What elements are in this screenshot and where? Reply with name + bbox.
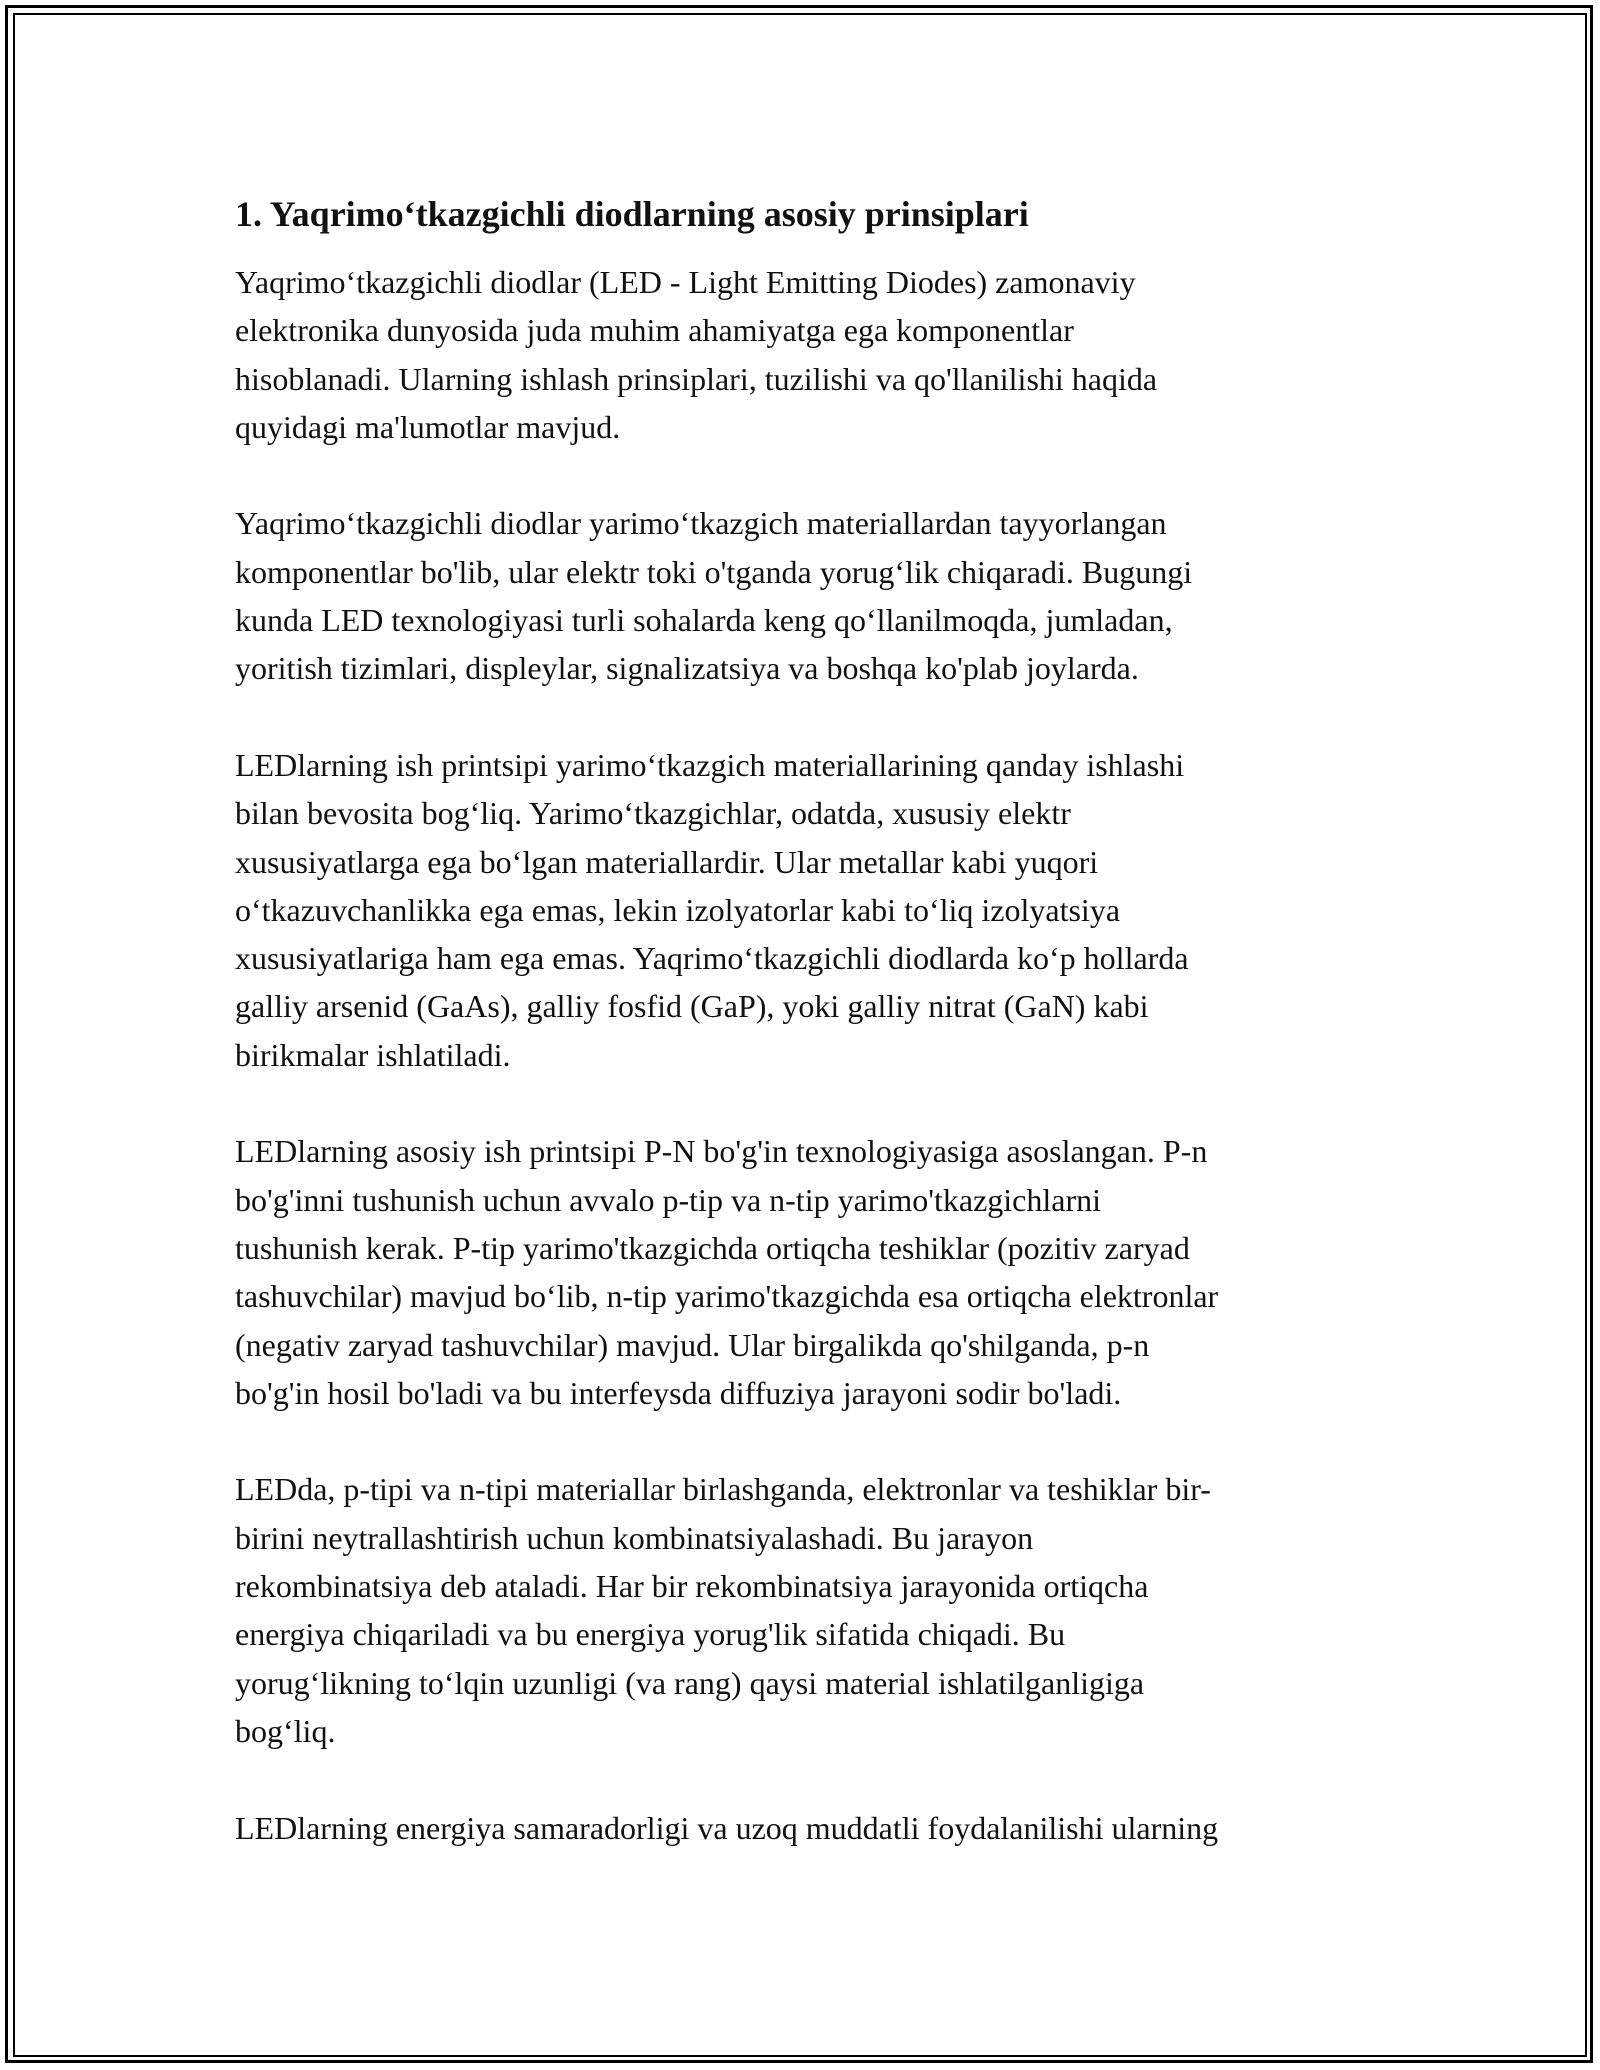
paragraph-intro: [235, 258, 1385, 451]
text-line: xususiyatlariga ham ega emas. Yaqrimo‘tkazgichli diodlarda ko‘p hollarda: [235, 940, 1189, 977]
text-line: tushunish kerak. P-tip yarimo'tkazgichda ortiqcha teshiklar (pozitiv zaryad: [235, 1229, 1190, 1266]
text-line: bo'g'in hosil bo'ladi va bu interfeysda diffuziya jarayoni sodir bo'ladi.: [235, 1374, 1122, 1411]
text-line: birini neytrallashtirish uchun kombinatsiyalashadi. Bu jarayon: [235, 1519, 1034, 1556]
text-line: xususiyatlarga ega bo‘lgan materiallardir. Ular metallar kabi yuqori: [235, 843, 1099, 880]
paragraph-pn-junction: [235, 1127, 1385, 1417]
text-line: LEDlarning ish printsipi yarimo‘tkazgich materiallarining qanday ishlashi: [235, 746, 1185, 783]
paragraph-efficiency: [235, 1804, 1385, 1852]
document-body: [235, 186, 1385, 1900]
text-line: energiya chiqariladi va bu energiya yorug'lik sifatida chiqadi. Bu: [235, 1616, 1066, 1653]
text-line: yorug‘likning to‘lqin uzunligi (va rang) qaysi material ishlatilganligiga: [235, 1664, 1145, 1701]
text-line: tashuvchilar) mavjud bo‘lib, n-tip yarimo'tkazgichda esa ortiqcha elektronlar: [235, 1278, 1219, 1315]
text-line: bo'g'inni tushunish uchun avvalo p-tip va n-tip yarimo'tkazgichlarni: [235, 1181, 1102, 1218]
text-line: LEDlarning asosiy ish printsipi P-N bo'g'in texnologiyasiga asoslangan. P-n: [235, 1133, 1208, 1170]
paragraph-definition: [235, 499, 1385, 692]
text-line: yoritish tizimlari, displeylar, signalizatsiya va boshqa ko'plab joylarda.: [235, 650, 1139, 687]
text-line: Yaqrimo‘tkazgichli diodlar (LED - Light Emitting Diodes) zamonaviy: [235, 264, 1136, 300]
text-line: hisoblanadi. Ularning ishlash prinsiplari, tuzilishi va qo'llanilishi haqida: [235, 360, 1158, 397]
text-line: komponentlar bo'lib, ular elektr toki o'tganda yorug‘lik chiqaradi. Bugungi: [235, 553, 1193, 590]
text-line: elektronika dunyosida juda muhim ahamiyatga ega komponentlar: [235, 312, 1074, 349]
paragraph-materials: [235, 741, 1385, 1079]
text-line: birikmalar ishlatiladi.: [235, 1036, 511, 1073]
text-line: bog‘liq.: [235, 1712, 336, 1749]
text-line: LEDlarning energiya samaradorligi va uzoq muddatli foydalanilishi ularning: [235, 1809, 1219, 1846]
text-line: galliy arsenid (GaAs), galliy fosfid (GaP), yoki galliy nitrat (GaN) kabi: [235, 988, 1149, 1025]
text-line: (negativ zaryad tashuvchilar) mavjud. Ular birgalikda qo'shilganda, p-n: [235, 1326, 1150, 1363]
text-line: rekombinatsiya deb ataladi. Har bir rekombinatsiya jarayonida ortiqcha: [235, 1568, 1149, 1605]
text-line: LEDda, p-tipi va n-tipi materiallar birlashganda, elektronlar va teshiklar bir-: [235, 1471, 1211, 1508]
text-line: o‘tkazuvchanlikka ega emas, lekin izolyatorlar kabi to‘liq izolyatsiya: [235, 891, 1121, 928]
text-line: quyidagi ma'lumotlar mavjud.: [235, 408, 621, 445]
text-line: kunda LED texnologiyasi turli sohalarda keng qo‘llanilmoqda, jumladan,: [235, 602, 1173, 639]
section-heading: 1. Yaqrimo‘tkazgichli diodlarning asosiy prinsiplari: [235, 194, 1029, 234]
text-line: bilan bevosita bog‘liq. Yarimo‘tkazgichlar, odatda, xususiy elektr: [235, 795, 1071, 832]
text-line: Yaqrimo‘tkazgichli diodlar yarimo‘tkazgich materiallardan tayyorlangan: [235, 505, 1167, 542]
paragraph-recombination: [235, 1465, 1385, 1755]
